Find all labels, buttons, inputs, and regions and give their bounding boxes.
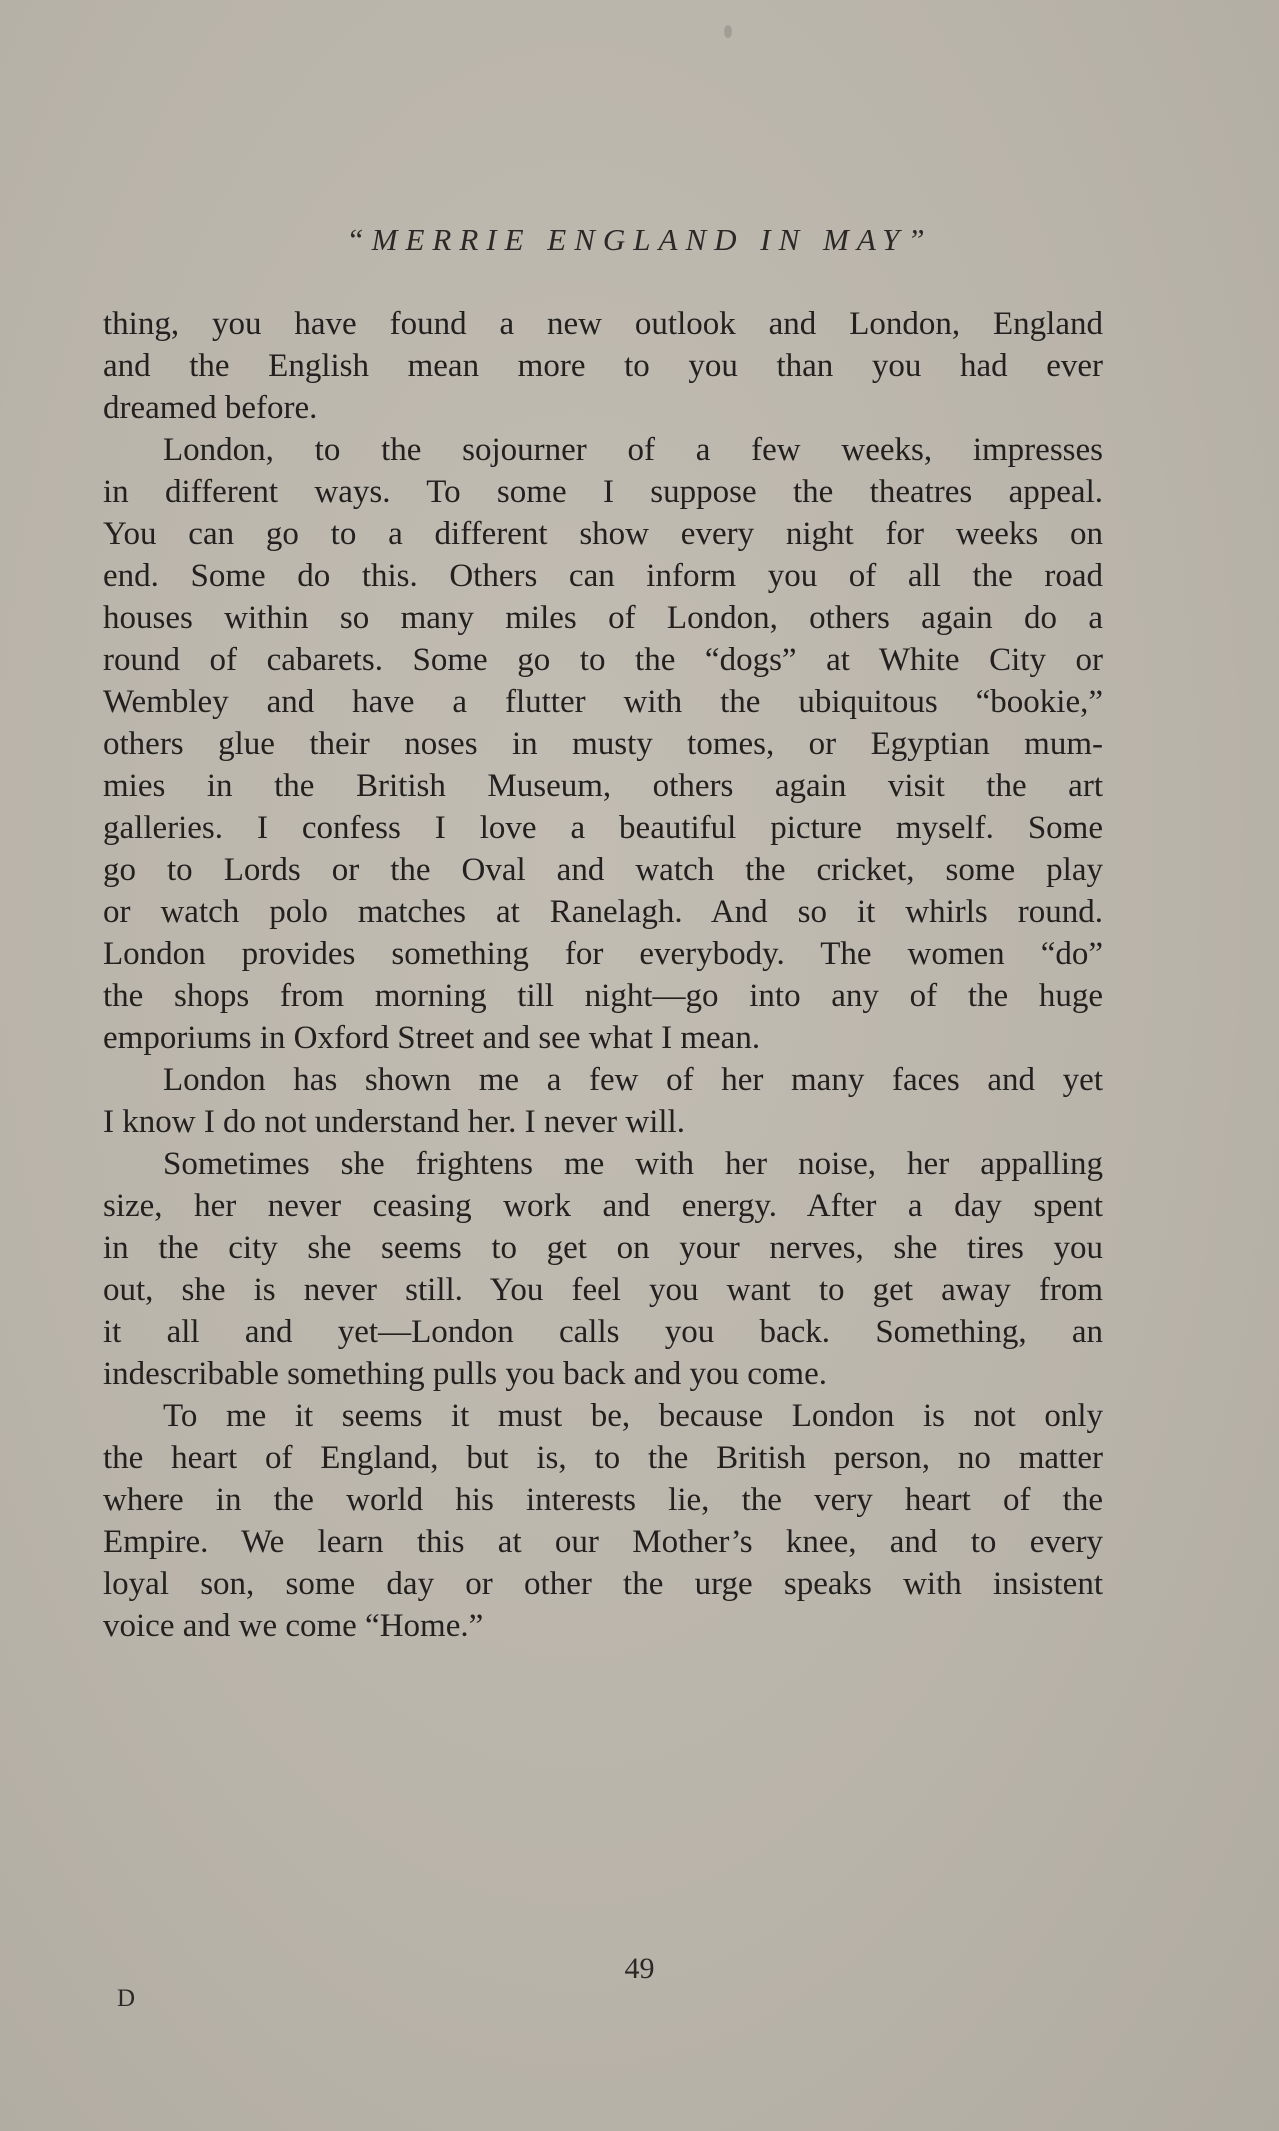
text-line: go to Lords or the Oval and watch the cricket, some play	[103, 852, 1103, 888]
text-line: indescribable something pulls you back and you come.	[103, 1356, 828, 1392]
paragraph	[103, 1143, 1103, 1395]
text-line: the shops from morning till night—go into any of the huge	[103, 978, 1103, 1014]
text-line: Wembley and have a flutter with the ubiquitous “bookie,”	[103, 684, 1103, 720]
text-line: it all and yet—London calls you back. Something, an	[103, 1314, 1103, 1350]
text-line: houses within so many miles of London, others again do a	[103, 600, 1103, 636]
text-line: emporiums in Oxford Street and see what I mean.	[103, 1020, 761, 1056]
text-line: in different ways. To some I suppose the theatres appeal.	[103, 474, 1103, 510]
text-line: mies in the British Museum, others again visit the art	[103, 768, 1103, 804]
text-line: thing, you have found a new outlook and London, England	[103, 306, 1103, 342]
text-line: Sometimes she frightens me with her noise, her appalling	[163, 1146, 1103, 1182]
text-line: the heart of England, but is, to the British person, no matter	[103, 1440, 1103, 1476]
text-line: You can go to a different show every night for weeks on	[103, 516, 1103, 552]
page-number: 49	[624, 1952, 655, 1985]
paragraph	[103, 1059, 1103, 1143]
text-line: where in the world his interests lie, the very heart of the	[103, 1482, 1103, 1518]
text-line: To me it seems it must be, because London is not only	[163, 1398, 1103, 1434]
text-line: in the city she seems to get on your nerves, she tires you	[103, 1230, 1103, 1266]
paper-speck	[724, 25, 732, 38]
text-line: galleries. I confess I love a beautiful picture myself. Some	[103, 810, 1103, 846]
text-line: end. Some do this. Others can inform you of all the road	[103, 558, 1103, 594]
paragraph	[103, 1395, 1103, 1647]
body-text	[103, 303, 1103, 1647]
text-line: or watch polo matches at Ranelagh. And so it whirls round.	[103, 894, 1103, 930]
text-line: London provides something for everybody. The women “do”	[103, 936, 1103, 972]
text-line: loyal son, some day or other the urge speaks with insistent	[103, 1566, 1103, 1602]
paragraph	[103, 303, 1103, 429]
text-line: London has shown me a few of her many faces and yet	[163, 1062, 1103, 1098]
text-line: I know I do not understand her. I never will.	[103, 1104, 685, 1140]
text-line: London, to the sojourner of a few weeks, impresses	[163, 432, 1103, 468]
paragraph	[103, 429, 1103, 1059]
text-line: dreamed before.	[103, 390, 318, 426]
signature-mark: D	[117, 1985, 136, 2012]
text-line: out, she is never still. You feel you want to get away from	[103, 1272, 1103, 1308]
text-line: Empire. We learn this at our Mother’s knee, and to every	[103, 1524, 1103, 1560]
text-line: voice and we come “Home.”	[103, 1608, 484, 1644]
running-head: “MERRIE ENGLAND IN MAY”	[346, 222, 933, 257]
text-line: others glue their noses in musty tomes, or Egyptian mum-	[103, 726, 1103, 762]
text-line: round of cabarets. Some go to the “dogs” at White City or	[103, 642, 1103, 678]
text-line: and the English mean more to you than you had ever	[103, 348, 1103, 384]
text-line: size, her never ceasing work and energy. After a day spent	[103, 1188, 1103, 1224]
